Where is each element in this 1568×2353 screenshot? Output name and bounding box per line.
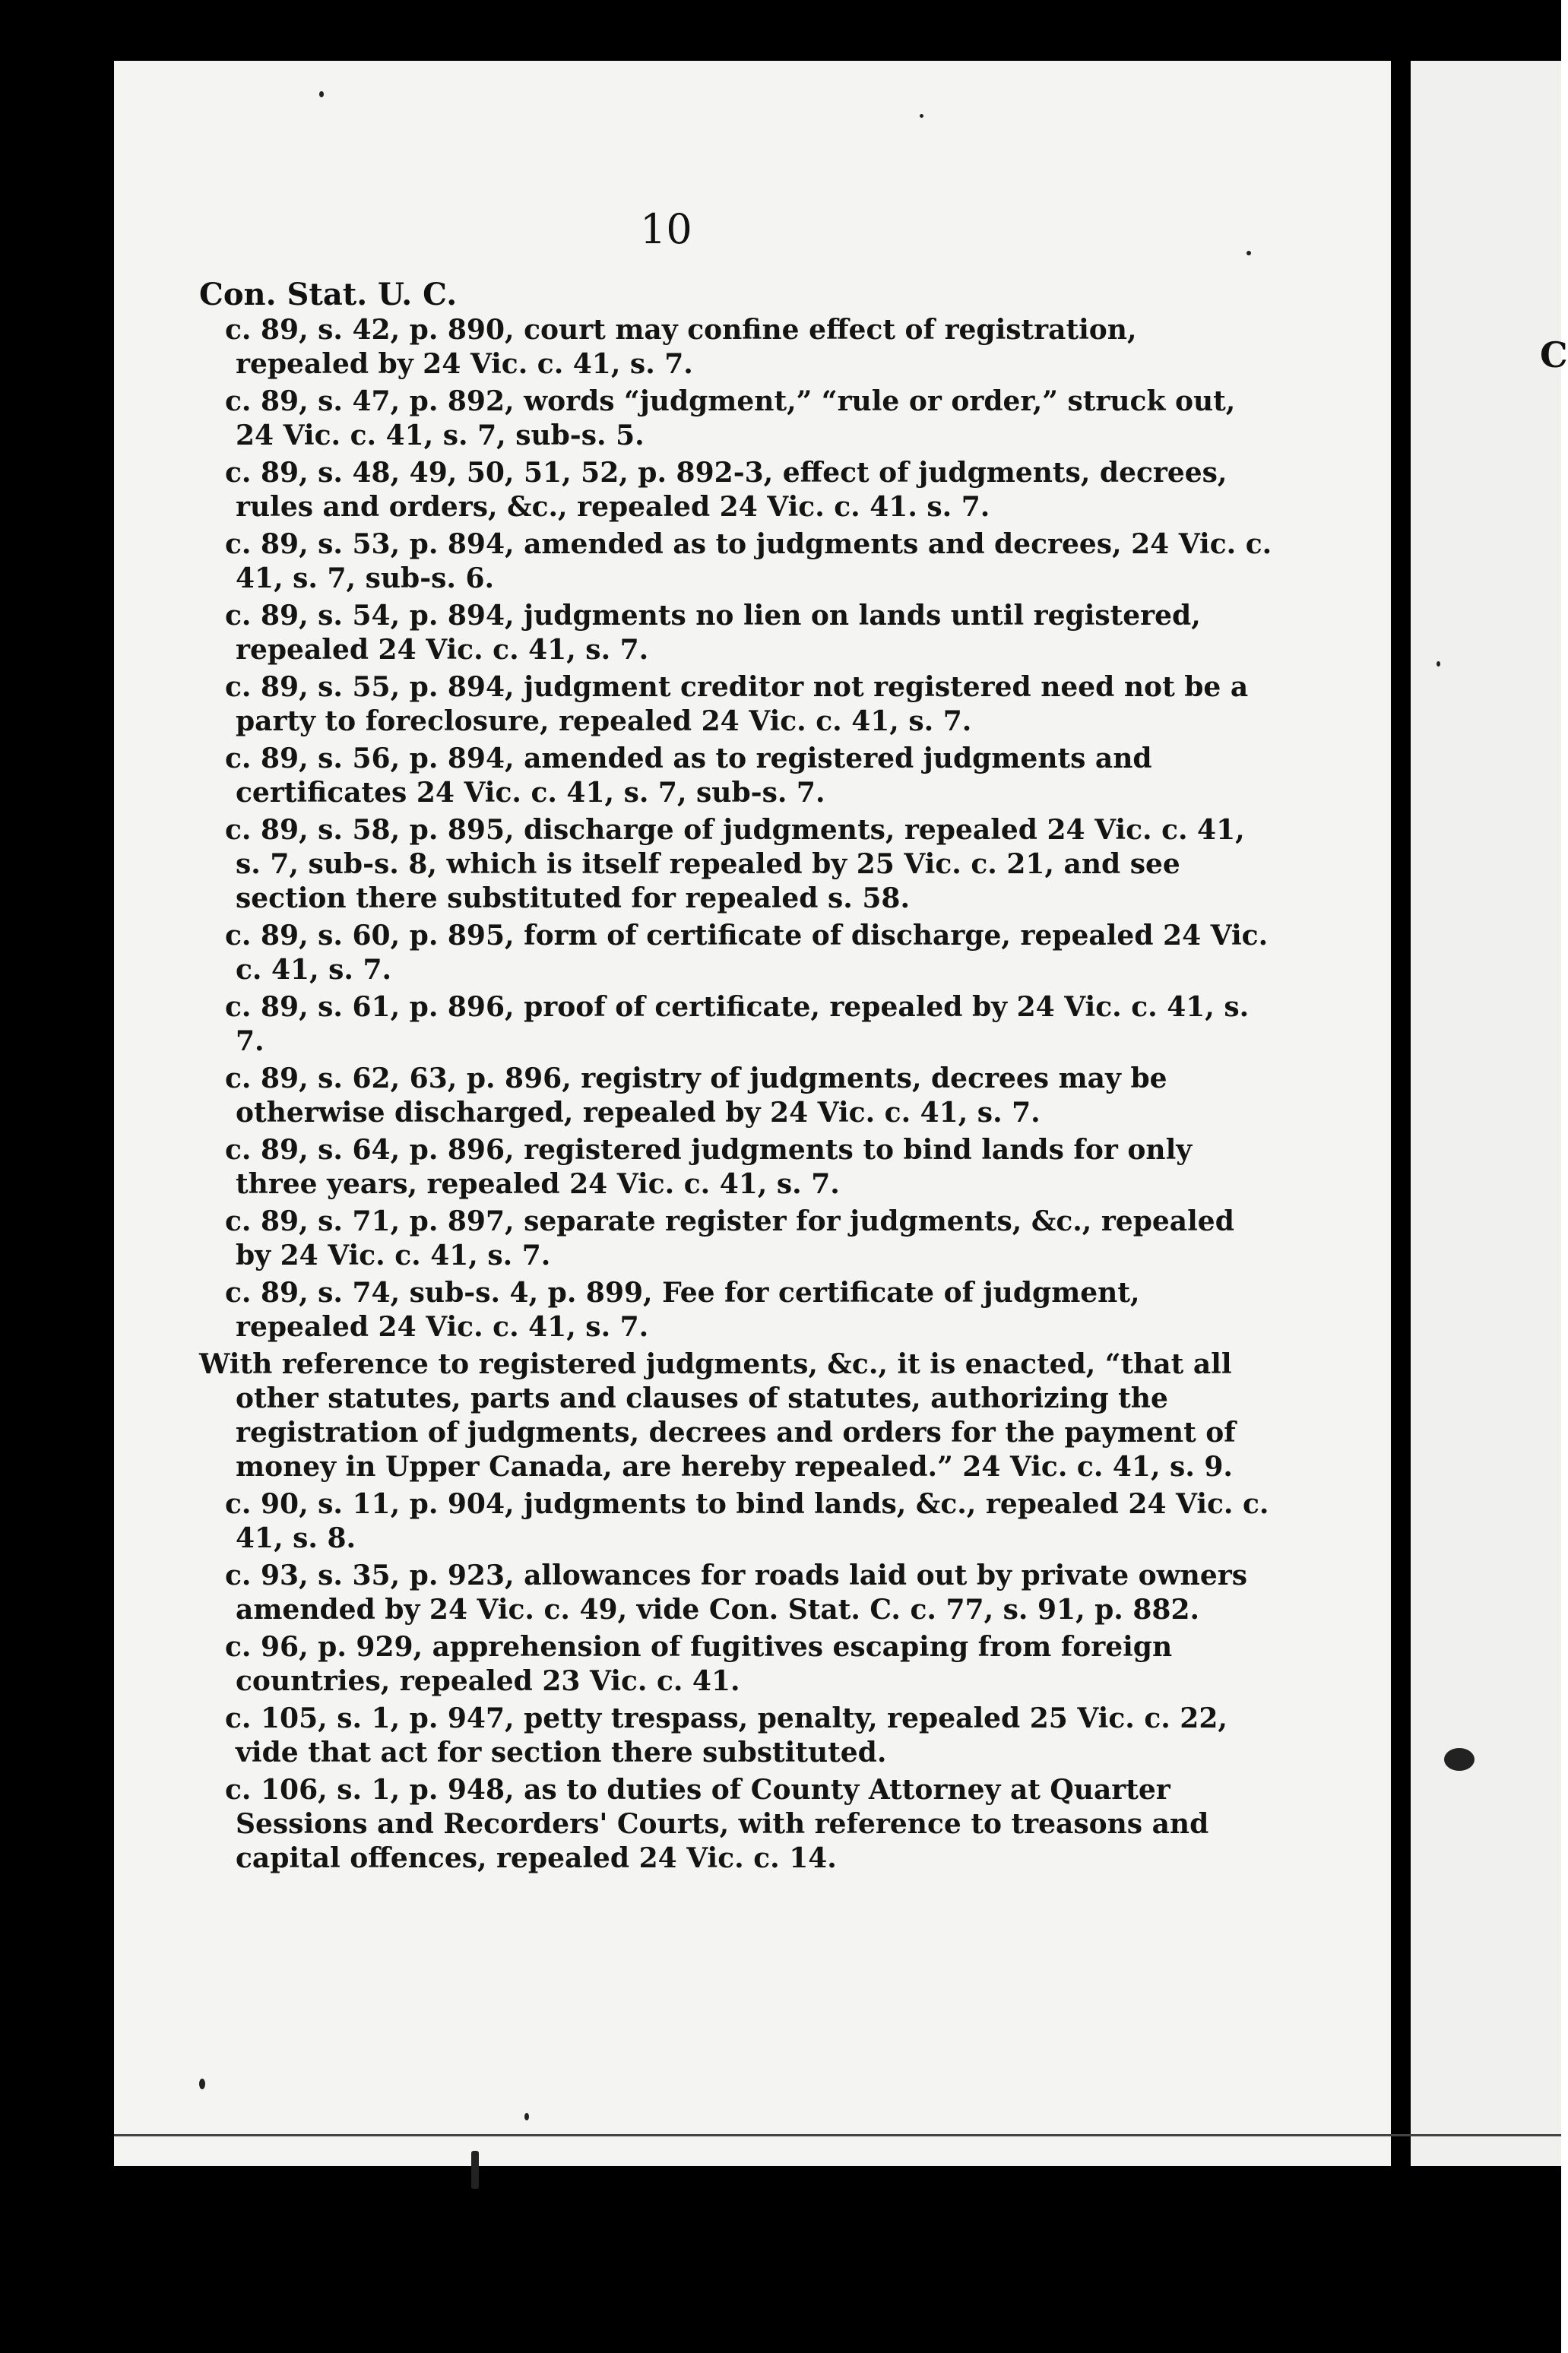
film-gutter [1391,0,1411,2353]
statute-entry: c. 106, s. 1, p. 948, as to duties of County Attorney at Quarter Sessions and Recorders' Courts, with reference to treasons and capital offences, repealed 24 Vic. c. 14. [225,1774,1209,1874]
statute-entry: c. 105, s. 1, p. 947, petty trespass, penalty, repealed 25 Vic. c. 22, vide that act for section there substituted. [225,1702,1227,1769]
film-speck [1246,251,1251,255]
page-number: 10 [640,205,692,253]
film-speck [920,114,923,118]
statute-entry: c. 89, s. 42, p. 890, court may confine effect of registration, repealed by 24 Vic. c. 41, s. 7. [225,314,1137,380]
section-header: Con. Stat. U. C. [199,277,458,312]
statute-entry: c. 89, s. 55, p. 894, judgment creditor not registered need not be a party to foreclosure, repealed 24 Vic. c. 41, s. 7. [225,671,1249,737]
statute-entry: c. 89, s. 53, p. 894, amended as to judgments and decrees, 24 Vic. c. 41, s. 7, sub-s. 6. [225,528,1272,594]
statute-entry: c. 90, s. 11, p. 904, judgments to bind lands, &c., repealed 24 Vic. c. 41, s. 8. [225,1488,1269,1554]
statute-entry: c. 89, s. 62, 63, p. 896, registry of judgments, decrees may be otherwise discharged, repealed by 24 Vic. c. 41, s. 7. [225,1062,1167,1129]
statute-entry: c. 89, s. 60, p. 895, form of certificate of discharge, repealed 24 Vic. c. 41, s. 7. [225,920,1269,986]
statute-entry: c. 89, s. 74, sub-s. 4, p. 899, Fee for certificate of judgment, repealed 24 Vic. c. 41, s. 7. [225,1277,1140,1343]
adjacent-page-text-fragment: C [1540,334,1568,375]
statute-entry: c. 89, s. 61, p. 896, proof of certificate, repealed by 24 Vic. c. 41, s. 7. [225,991,1250,1057]
statute-entry: c. 93, s. 35, p. 923, allowances for roads laid out by private owners amended by 24 Vic. c. 49, vide Con. Stat. C. c. 77, s. 91, p. 882. [225,1560,1247,1626]
statute-entry: c. 89, s. 48, 49, 50, 51, 52, p. 892-3, effect of judgments, decrees, rules and orders, &c., repealed 24 Vic. c. 41. s. 7. [225,457,1227,523]
statute-entry: c. 89, s. 54, p. 894, judgments no lien on lands until registered, repealed 24 Vic. c. 41, s. 7. [225,600,1201,666]
statute-entry: c. 89, s. 58, p. 895, discharge of judgments, repealed 24 Vic. c. 41, s. 7, sub-s. 8, which is itself repealed by 25 Vic. c. 21, and see section there substituted for repealed s. 58. [225,814,1245,914]
statute-entry: c. 89, s. 47, p. 892, words “judgment,” “rule or order,” struck out, 24 Vic. c. 41, s. 7, sub-s. 5. [225,385,1236,451]
statute-entry: c. 89, s. 71, p. 897, separate register for judgments, &c., repealed by 24 Vic. c. 41, s. 7. [225,1205,1234,1272]
enactment-paragraph: With reference to registered judgments, &c., it is enacted, “that all other statutes, parts and clauses of statutes, authorizing the registration of judgments, decrees and orders for the payment of money in Upper Canada, are hereby repealed.” 24 Vic. c. 41, s. 9. [199,1348,1236,1483]
film-speck [1437,661,1440,667]
film-speck [524,2113,529,2120]
film-border-top [0,0,1561,61]
film-speck [319,91,324,97]
adjacent-page [1411,61,1568,2166]
film-border-left [0,0,114,2353]
statute-entry-list [199,313,1277,1879]
film-speck [1444,1748,1475,1771]
statute-entry: c. 89, s. 64, p. 896, registered judgments to bind lands for only three years, repealed 24 Vic. c. 41, s. 7. [225,1134,1193,1200]
statute-entry: c. 89, s. 56, p. 894, amended as to registered judgments and certificates 24 Vic. c. 41, s. 7, sub-s. 7. [225,743,1152,809]
page-bottom-rule [114,2134,1561,2136]
film-speck [471,2151,479,2189]
statute-entry: c. 96, p. 929, apprehension of fugitives escaping from foreign countries, repealed 23 Vic. c. 41. [225,1631,1173,1697]
film-speck [199,2079,205,2089]
film-border-bottom [0,2166,1561,2353]
